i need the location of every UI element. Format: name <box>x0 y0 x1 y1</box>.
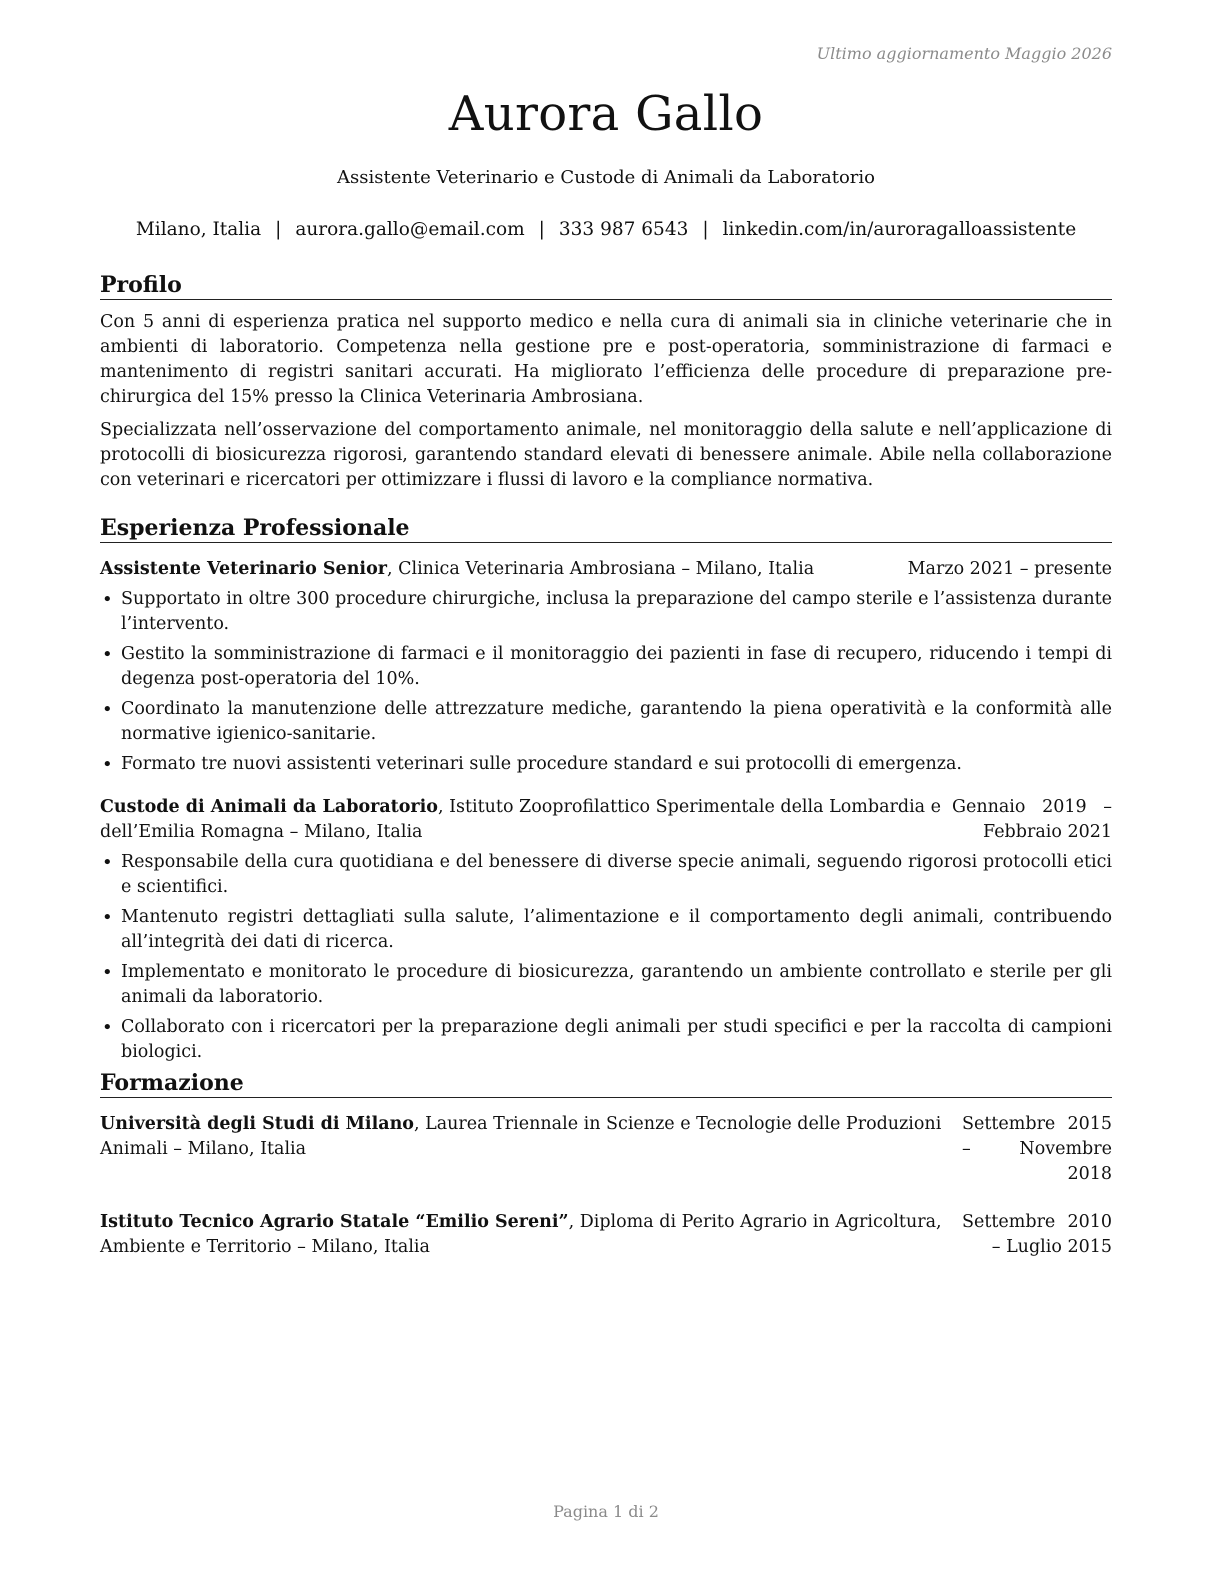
list-item: • Responsabile della cura quotidiana e del benessere di diverse specie animali, seguendo rigorosi protocolli etici e scientifici. <box>100 850 1112 900</box>
contact-line <box>100 219 1112 240</box>
degree-name: , Laurea Triennale in Scienze e Tecnologie delle Produzioni Animali – Milano, Italia <box>100 1114 942 1159</box>
section-title-education: Formazione <box>100 1069 1112 1098</box>
list-item: • Gestito la somministrazione di farmaci e il monitoraggio dei pazienti in fase di recupero, riducendo i tempi di degenza post-operatoria del 10%. <box>100 642 1112 692</box>
degree-name: , Diploma di Perito Agrario in Agricoltura, Ambiente e Territorio – Milano, Italia <box>100 1212 942 1257</box>
education-dates: Settembre 2015 – Novembre 2018 <box>962 1114 1112 1184</box>
job-header <box>100 795 1112 845</box>
list-item: • Coordinato la manutenzione delle attrezzature mediche, garantendo la piena operatività e la conformità alle normative igienico-sanitarie. <box>100 697 1112 747</box>
job-bullets <box>100 850 1112 1065</box>
contact-phone: 333 987 6543 <box>558 219 689 240</box>
job-title: Assistente Veterinario e Custode di Animali da Laboratorio <box>337 167 875 188</box>
school-name: Università degli Studi di Milano <box>100 1114 414 1134</box>
job-dates: Gennaio 2019 – Febbraio 2021 <box>952 797 1112 842</box>
job-organization: , Istituto Zooprofilattico Sperimentale della Lombardia e dell’Emilia Romagna – Milano, Italia <box>100 797 942 842</box>
education-title-line <box>100 1112 956 1162</box>
list-item: • Formato tre nuovi assistenti veterinari sulle procedure standard e sui protocolli di emergenza. <box>100 752 1112 777</box>
contact-location: Milano, Italia <box>135 219 262 240</box>
contact-email-link[interactable]: aurora.gallo@email.com <box>295 219 525 240</box>
contact-separator: | <box>275 219 282 240</box>
contact-separator: | <box>702 219 709 240</box>
job-entry <box>100 557 1112 777</box>
job-entry <box>100 795 1112 1065</box>
list-item: • Supportato in oltre 300 procedure chirurgiche, inclusa la preparazione del campo sterile e l’assistenza durante l’intervento. <box>100 587 1112 637</box>
section-title-experience: Esperienza Professionale <box>100 514 1112 543</box>
profile-section <box>100 271 1112 493</box>
job-role: Custode di Animali da Laboratorio <box>100 797 438 817</box>
job-dates: Marzo 2021 – presente <box>907 559 1112 579</box>
list-item: • Collaborato con i ricercatori per la preparazione degli animali per studi specifici e per la raccolta di campioni biologici. <box>100 1015 1112 1065</box>
list-item: • Mantenuto registri dettagliati sulla salute, l’alimentazione e il comportamento degli animali, contribuendo all’integrità dei dati di ricerca. <box>100 905 1112 955</box>
job-bullets <box>100 587 1112 777</box>
education-title-line <box>100 1210 956 1260</box>
candidate-name: Aurora Gallo <box>448 86 764 142</box>
school-name: Istituto Tecnico Agrario Statale “Emilio Sereni” <box>100 1212 569 1232</box>
education-header <box>100 1210 1112 1260</box>
job-organization: , Clinica Veterinaria Ambrosiana – Milano, Italia <box>386 559 815 579</box>
resume-page <box>100 0 1112 1584</box>
education-dates: Settembre 2010 – Luglio 2015 <box>962 1212 1112 1257</box>
job-title-line <box>100 557 902 582</box>
education-entry <box>100 1210 1112 1260</box>
section-title-profile: Profilo <box>100 271 1112 300</box>
profile-paragraph: Con 5 anni di esperienza pratica nel supporto medico e nella cura di animali sia in cliniche veterinarie che in ambienti di laboratorio. Competenza nella gestione pre e post-operatoria, somministrazione di farmaci e mantenimento di registri sanitari accurati. Ha migliorato l’efficienza delle procedure di preparazione pre-chirurgica del 15% presso la Clinica Veterinaria Ambrosiana. <box>100 312 1112 407</box>
contact-linkedin-link[interactable]: linkedin.com/in/auroragalloassistente <box>722 219 1077 240</box>
education-entry <box>100 1112 1112 1187</box>
job-header <box>100 557 1112 582</box>
education-section <box>100 1069 1112 1260</box>
list-item: • Implementato e monitorato le procedure di biosicurezza, garantendo un ambiente controllato e sterile per gli animali da laboratorio. <box>100 960 1112 1010</box>
experience-section <box>100 514 1112 1070</box>
last-updated: Ultimo aggiornamento Maggio 2026 <box>816 44 1112 63</box>
job-title-line <box>100 795 946 845</box>
profile-paragraph: Specializzata nell’osservazione del comportamento animale, nel monitoraggio della salute e nell’applicazione di protocolli di biosicurezza rigorosi, garantendo standard elevati di benessere animale. Abile nella collaborazione con veterinari e ricercatori per ottimizzare i flussi di lavoro e la compliance normativa. <box>100 420 1112 490</box>
job-role: Assistente Veterinario Senior <box>100 559 387 579</box>
contact-separator: | <box>538 219 545 240</box>
education-header <box>100 1112 1112 1187</box>
page-number: Pagina 1 di 2 <box>553 1502 659 1521</box>
